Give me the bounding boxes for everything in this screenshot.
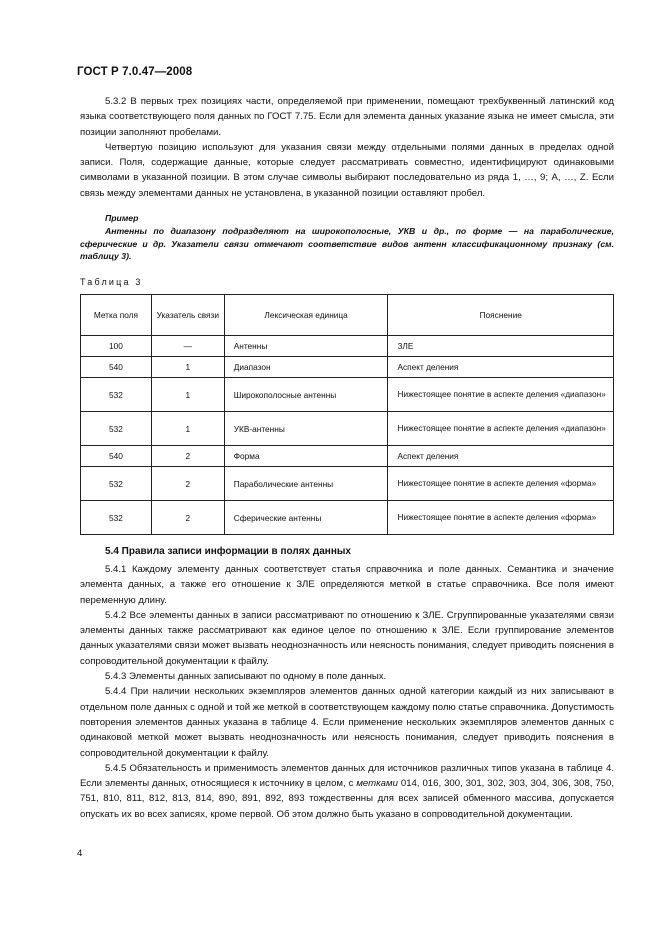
- paragraph-5-4-2: 5.4.2 Все элементы данных в записи рассматривают по отношению к ЗЛЕ. Сгруппированные указателями связи элементы данных также рассматривают как единое целое по отношению к ЗЛЕ. Если группирование элементов данных указателями связи может вызвать неоднозначность или неясность понимания, следует приводить пояснения в сопроводительной документации к файлу.: [80, 609, 614, 667]
- section-5-3-2: [80, 94, 614, 201]
- cell-tag: 540: [81, 446, 152, 467]
- cell-unit: Широкополосные антенны: [224, 378, 388, 412]
- cell-tag: 540: [81, 357, 152, 378]
- table-row: [81, 501, 614, 535]
- cell-link: 1: [151, 378, 224, 412]
- paragraph-fourth-position: Четвертую позицию используют для указания связи между отдельными полями данных в пределах одной записи. Поля, содержащие данные, которые следует рассматривать совместно, идентифицируют одинаковыми символами в указанной позиции. В этом случае символы выбирают последовательно из ряда 1, …, 9; A, …, Z. Если связь между элементами данных не установлена, в указанной позиции оставляют пробел.: [80, 141, 614, 199]
- cell-unit: Диапазон: [224, 357, 388, 378]
- table-row: [81, 336, 614, 357]
- table-3: [80, 294, 614, 535]
- document-header: ГОСТ Р 7.0.47—2008: [77, 66, 193, 78]
- cell-link: 1: [151, 357, 224, 378]
- paragraph-5-4-5-start: 5.4.5 Обязательность и применимость элементов данных для источников различных типов указана в таблице 4. Если элементы данных, относящиеся к источнику в целом, с: [80, 762, 614, 790]
- paragraph-5-3-2: 5.3.2 В первых трех позициях части, определяемой при применении, помещают трехбуквенный латинский код языка соответствующего поля данных по ГОСТ 7.75. Если для элемента данных указание языка не имеет смысла, эти позиции заполняют пробелами.: [80, 96, 614, 138]
- cell-note: Аспект деления: [388, 357, 614, 378]
- cell-note: ЗЛЕ: [388, 336, 614, 357]
- paragraph-5-4-4: 5.4.4 При наличии нескольких экземпляров элементов данных одной категории каждый из них записывают в отдельном поле данных с одной и той же меткой в соответствующем каждому полю статье справочника. Допустимость повторения элементов данных указана в таблице 4. Если применение нескольких экземпляров элементов данных с одинаковой меткой может вызвать неоднозначность или неясность понимания, следует приводить пояснения в сопроводительной документации к файлу.: [80, 686, 614, 759]
- column-header: Метка поля: [81, 295, 152, 336]
- paragraph-5-4-5: [80, 761, 614, 822]
- cell-unit: Антенны: [224, 336, 388, 357]
- table-row: [81, 412, 614, 446]
- paragraph-5-4-5-emphasis: метками: [356, 778, 398, 790]
- cell-note: Нижестоящее понятие в аспекте деления «диапазон»: [388, 378, 614, 412]
- cell-note: Нижестоящее понятие в аспекте деления «форма»: [388, 501, 614, 535]
- table-caption: Таблица 3: [80, 277, 143, 287]
- cell-link: —: [151, 336, 224, 357]
- cell-link: 2: [151, 501, 224, 535]
- page-number: 4: [77, 848, 83, 859]
- example-label: Пример: [105, 213, 139, 223]
- section-5-4-title: 5.4 Правила записи информации в полях данных: [105, 546, 351, 557]
- paragraph-5-4-1: 5.4.1 Каждому элементу данных соответствует статья справочника и поле данных. Семантика и значение элемента данных, а также его отношение к ЗЛЕ определяются меткой в статье справочника. Все поля имеют переменную длину.: [80, 564, 614, 606]
- example-text: Антенны по диапазону подразделяют на широкополосные, УКВ и др., по форме — на параболические, сферические и др. Указатели связи отмечают соответствие видов антенн классификационному признаку (см. таблицу 3).: [80, 225, 614, 262]
- column-header: Пояснение: [388, 295, 614, 336]
- cell-unit: Сферические антенны: [224, 501, 388, 535]
- cell-unit: Форма: [224, 446, 388, 467]
- cell-link: 2: [151, 467, 224, 501]
- cell-unit: УКВ-антенны: [224, 412, 388, 446]
- cell-note: Нижестоящее понятие в аспекте деления «форма»: [388, 467, 614, 501]
- cell-note: Нижестоящее понятие в аспекте деления «диапазон»: [388, 412, 614, 446]
- paragraph-5-4-5-end: 014, 016, 300, 301, 302, 303, 304, 306, 308, 750, 751, 810, 811, 812, 813, 814, 890, 891, 892, 893 тождественны для всех записей обменного массива, допускается опускать их во всех записях, кроме первой. Об этом должно быть указано в сопроводительной документации.: [80, 778, 614, 820]
- section-5-4: [80, 562, 614, 822]
- table-row: [81, 357, 614, 378]
- cell-unit: Параболические антенны: [224, 467, 388, 501]
- column-header: Указатель связи: [151, 295, 224, 336]
- cell-link: 2: [151, 446, 224, 467]
- table-row: [81, 467, 614, 501]
- cell-tag: 532: [81, 467, 152, 501]
- table-header-row: [81, 295, 614, 336]
- column-header: Лексическая единица: [224, 295, 388, 336]
- cell-tag: 532: [81, 412, 152, 446]
- cell-note: Аспект деления: [388, 446, 614, 467]
- paragraph-5-4-3: 5.4.3 Элементы данных записывают по одному в поле данных.: [105, 671, 387, 683]
- table-row: [81, 446, 614, 467]
- table-row: [81, 378, 614, 412]
- cell-tag: 100: [81, 336, 152, 357]
- cell-tag: 532: [81, 501, 152, 535]
- cell-link: 1: [151, 412, 224, 446]
- example-block: [80, 212, 614, 263]
- cell-tag: 532: [81, 378, 152, 412]
